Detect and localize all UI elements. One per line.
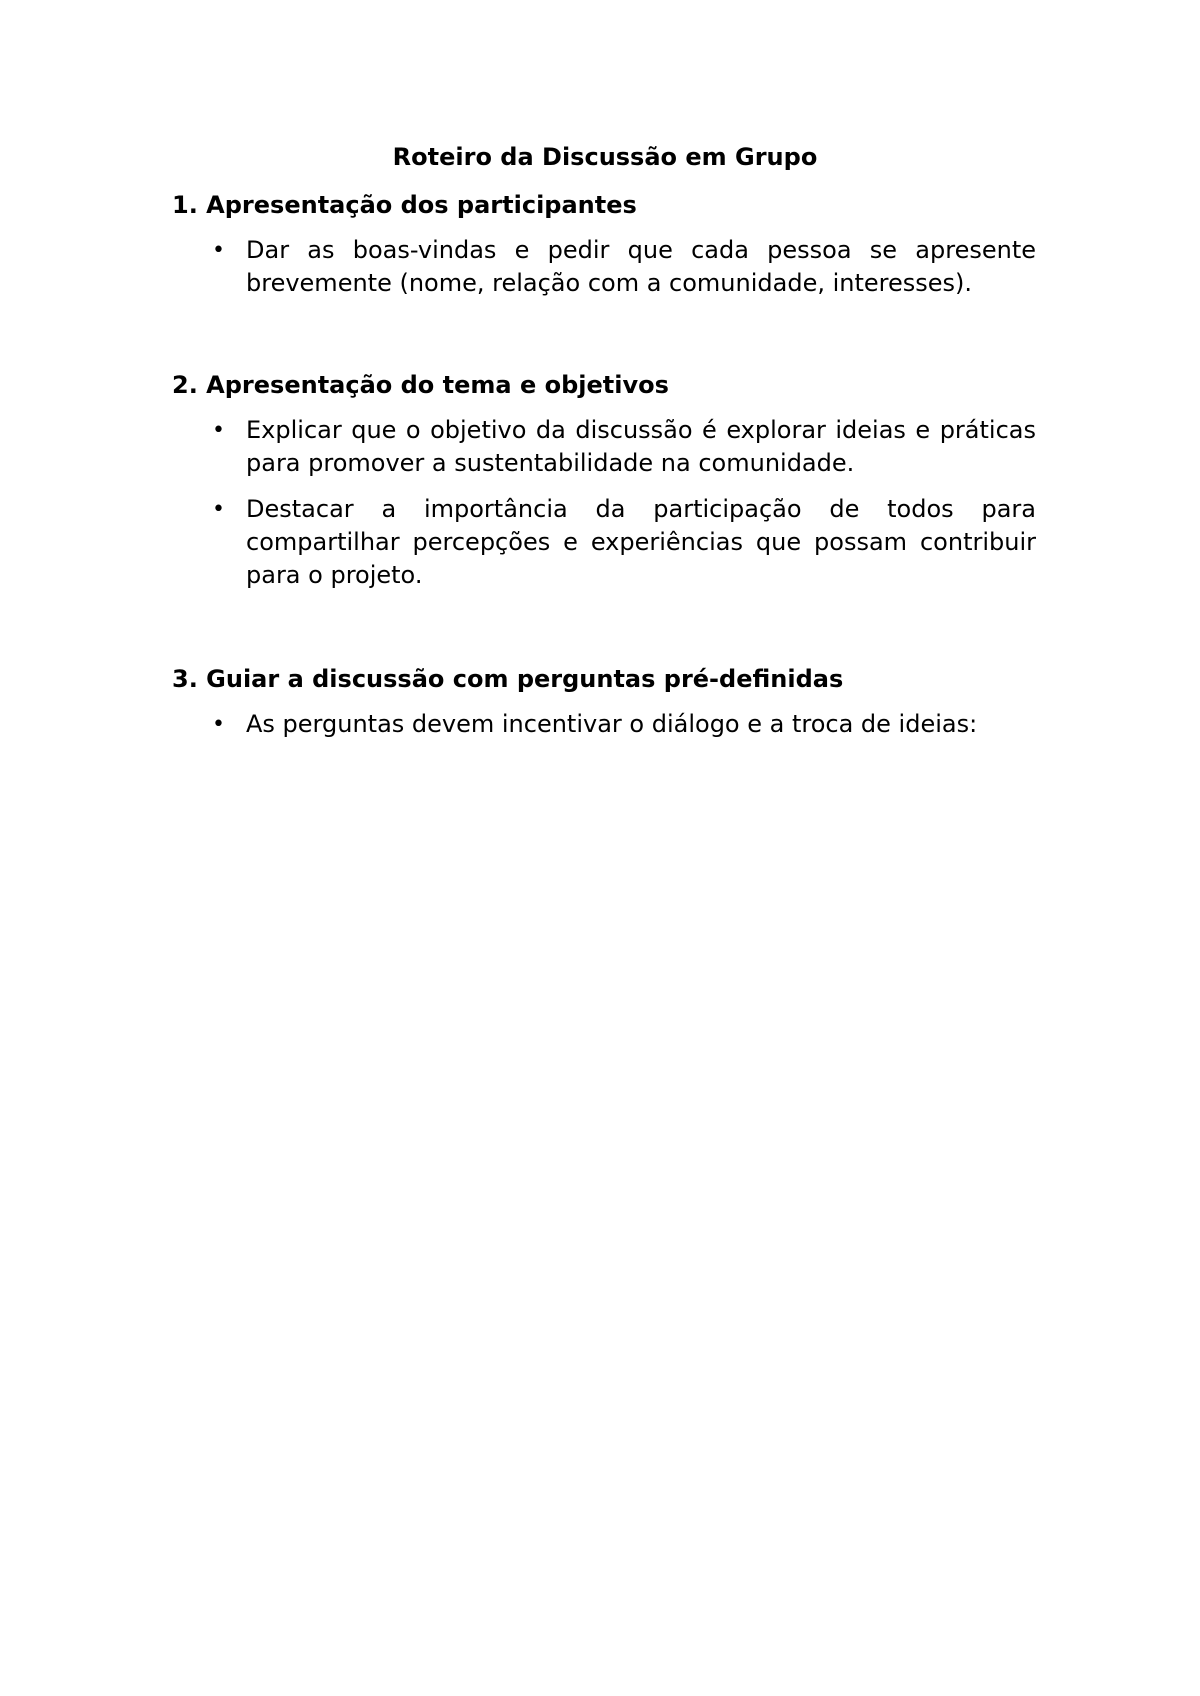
list-item	[172, 414, 1036, 480]
section-heading: 3. Guiar a discussão com perguntas pré-definidas	[172, 665, 844, 693]
document-title: Roteiro da Discussão em Grupo	[392, 143, 818, 171]
list-item-text: As perguntas devem incentivar o diálogo e a troca de ideias:	[246, 710, 978, 738]
bullet-icon: •	[212, 712, 225, 737]
section-participants-introduction	[172, 189, 1036, 300]
list-item-text: Destacar a importância da participação de todos para compartilhar percepções e experiências que possam contribuir para o projeto.	[246, 495, 1036, 589]
list-item	[172, 493, 1036, 592]
bullet-list	[172, 708, 1036, 741]
list-item	[172, 708, 1036, 741]
bullet-icon: •	[212, 418, 225, 443]
bullet-icon: •	[212, 497, 225, 522]
section-theme-and-objectives	[172, 369, 1036, 592]
list-item-text: Explicar que o objetivo da discussão é explorar ideias e práticas para promover a sustentabilidade na comunidade.	[246, 416, 1036, 477]
bullet-list	[172, 414, 1036, 592]
bullet-icon: •	[212, 238, 225, 263]
bullet-list	[172, 234, 1036, 300]
list-item-text: Dar as boas-vindas e pedir que cada pessoa se apresente brevemente (nome, relação com a comunidade, interesses).	[246, 236, 1036, 297]
section-heading: 1. Apresentação dos participantes	[172, 191, 637, 219]
section-heading: 2. Apresentação do tema e objetivos	[172, 371, 669, 399]
section-guided-discussion	[172, 663, 1036, 741]
list-item	[172, 234, 1036, 300]
